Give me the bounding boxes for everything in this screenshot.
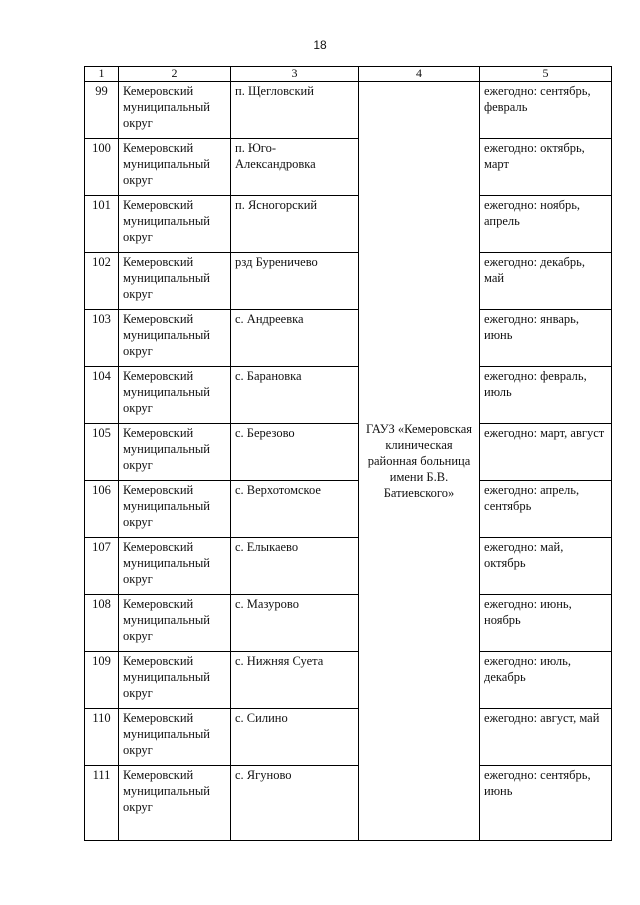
district-cell: Кемеровский муниципальный округ (119, 424, 231, 481)
schedule-cell: ежегодно: январь, июнь (480, 310, 612, 367)
schedule-cell: ежегодно: ноябрь, апрель (480, 196, 612, 253)
locality-cell: с. Барановка (231, 367, 359, 424)
schedule-cell: ежегодно: май, октябрь (480, 538, 612, 595)
table-row (85, 652, 612, 709)
table-row (85, 196, 612, 253)
locality-cell: с. Нижняя Суета (231, 652, 359, 709)
district-cell: Кемеровский муниципальный округ (119, 766, 231, 841)
table-row (85, 253, 612, 310)
table-row (85, 82, 612, 139)
schedule-cell: ежегодно: сентябрь, февраль (480, 82, 612, 139)
row-number: 110 (85, 709, 119, 766)
district-cell: Кемеровский муниципальный округ (119, 481, 231, 538)
table-row (85, 367, 612, 424)
table-header-row (85, 67, 612, 82)
schedule-cell: ежегодно: март, август (480, 424, 612, 481)
row-number: 104 (85, 367, 119, 424)
column-header-2: 2 (119, 67, 231, 82)
schedule-cell: ежегодно: апрель, сентябрь (480, 481, 612, 538)
locality-cell: с. Ягуново (231, 766, 359, 841)
district-cell: Кемеровский муниципальный округ (119, 310, 231, 367)
table-row (85, 709, 612, 766)
schedule-cell: ежегодно: октябрь, март (480, 139, 612, 196)
table-row (85, 538, 612, 595)
row-number: 105 (85, 424, 119, 481)
district-cell: Кемеровский муниципальный округ (119, 139, 231, 196)
district-cell: Кемеровский муниципальный округ (119, 595, 231, 652)
locality-cell: с. Силино (231, 709, 359, 766)
row-number: 109 (85, 652, 119, 709)
locality-cell: с. Елыкаево (231, 538, 359, 595)
row-number: 103 (85, 310, 119, 367)
organization-cell: ГАУЗ «Кемеровская клиническая районная больница имени Б.В. Батиевского» (359, 82, 480, 841)
district-cell: Кемеровский муниципальный округ (119, 367, 231, 424)
schedule-cell: ежегодно: декабрь, май (480, 253, 612, 310)
locality-cell: с. Андреевка (231, 310, 359, 367)
row-number: 101 (85, 196, 119, 253)
schedule-cell: ежегодно: февраль, июль (480, 367, 612, 424)
table-row (85, 310, 612, 367)
row-number: 102 (85, 253, 119, 310)
district-cell: Кемеровский муниципальный округ (119, 196, 231, 253)
table-row (85, 481, 612, 538)
schedule-cell: ежегодно: июль, декабрь (480, 652, 612, 709)
settlements-table (84, 66, 612, 841)
district-cell: Кемеровский муниципальный округ (119, 709, 231, 766)
row-number: 100 (85, 139, 119, 196)
locality-cell: с. Березово (231, 424, 359, 481)
district-cell: Кемеровский муниципальный округ (119, 82, 231, 139)
table-row (85, 595, 612, 652)
table-row (85, 139, 612, 196)
column-header-3: 3 (231, 67, 359, 82)
row-number: 111 (85, 766, 119, 841)
locality-cell: п. Ясногорский (231, 196, 359, 253)
locality-cell: п. Щегловский (231, 82, 359, 139)
row-number: 107 (85, 538, 119, 595)
table-row (85, 766, 612, 841)
district-cell: Кемеровский муниципальный округ (119, 538, 231, 595)
page-number: 18 (313, 38, 327, 52)
column-header-1: 1 (85, 67, 119, 82)
column-header-5: 5 (480, 67, 612, 82)
row-number: 106 (85, 481, 119, 538)
district-cell: Кемеровский муниципальный округ (119, 253, 231, 310)
locality-cell: с. Верхотомское (231, 481, 359, 538)
district-cell: Кемеровский муниципальный округ (119, 652, 231, 709)
table-row (85, 424, 612, 481)
column-header-4: 4 (359, 67, 480, 82)
row-number: 99 (85, 82, 119, 139)
locality-cell: с. Мазурово (231, 595, 359, 652)
schedule-cell: ежегодно: август, май (480, 709, 612, 766)
locality-cell: рзд Буреничево (231, 253, 359, 310)
schedule-cell: ежегодно: июнь, ноябрь (480, 595, 612, 652)
locality-cell: п. Юго-Александровка (231, 139, 359, 196)
row-number: 108 (85, 595, 119, 652)
schedule-cell: ежегодно: сентябрь, июнь (480, 766, 612, 841)
